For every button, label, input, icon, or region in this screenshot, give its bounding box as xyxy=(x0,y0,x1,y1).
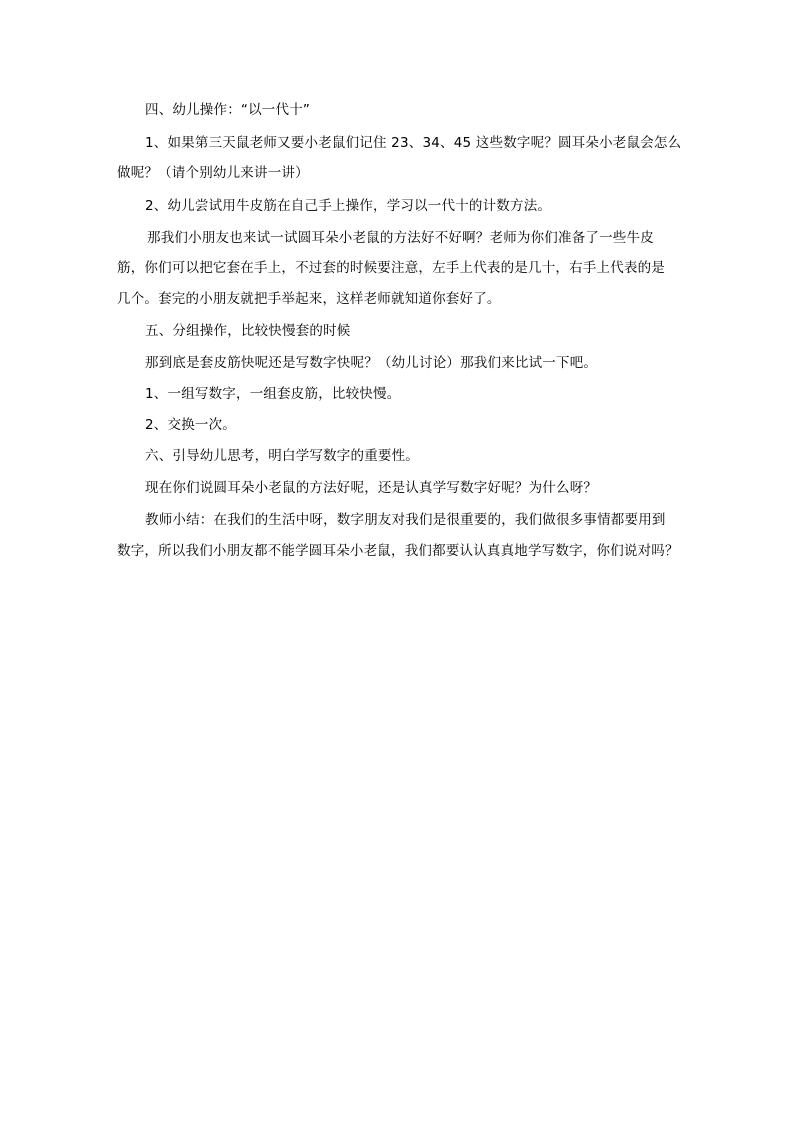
paragraph-line: 做呢？（请个别幼儿来讲一讲） xyxy=(117,165,309,181)
paragraph-line: 那到底是套皮筋快呢还是写数字快呢？（幼儿讨论）那我们来比试一下吧。 xyxy=(145,355,598,371)
paragraph-line: 2、幼儿尝试用牛皮筋在自己手上操作，学习以一代十的计数方法。 xyxy=(145,198,552,214)
list-item: 1、一组写数字，一组套皮筋，比较快慢。 xyxy=(145,386,401,402)
paragraph-line: 筋，你们可以把它套在手上，不过套的时候要注意，左手上代表的是几十，右手上代表的是 xyxy=(117,260,665,276)
paragraph-line: 现在你们说圆耳朵小老鼠的方法好呢，还是认真学写数字好呢？为什么呀？ xyxy=(145,480,598,496)
section-heading-5: 五、分组操作，比较快慢套的时候 xyxy=(145,323,351,339)
paragraph-line: 1、如果第三天鼠老师又要小老鼠们记住 23、34、45 这些数字呢？圆耳朵小老鼠会怎么 xyxy=(145,135,682,151)
paragraph-line: 数字，所以我们小朋友都不能学圆耳朵小老鼠，我们都要认认真真地学写数字，你们说对吗？ xyxy=(117,543,679,559)
paragraph-line: 教师小结：在我们的生活中呀，数字朋友对我们是很重要的，我们做很多事情都要用到 xyxy=(145,512,666,528)
paragraph-line: 那我们小朋友也来试一试圆耳朵小老鼠的方法好不好啊？老师为你们准备了一些牛皮 xyxy=(147,230,654,246)
section-heading-4: 四、幼儿操作：“以一代十” xyxy=(145,102,311,118)
section-heading-6: 六、引导幼儿思考，明白学写数字的重要性。 xyxy=(145,448,419,464)
list-item: 2、交换一次。 xyxy=(145,417,236,433)
paragraph-line: 几个。套完的小朋友就把手举起来，这样老师就知道你套好了。 xyxy=(117,291,501,307)
